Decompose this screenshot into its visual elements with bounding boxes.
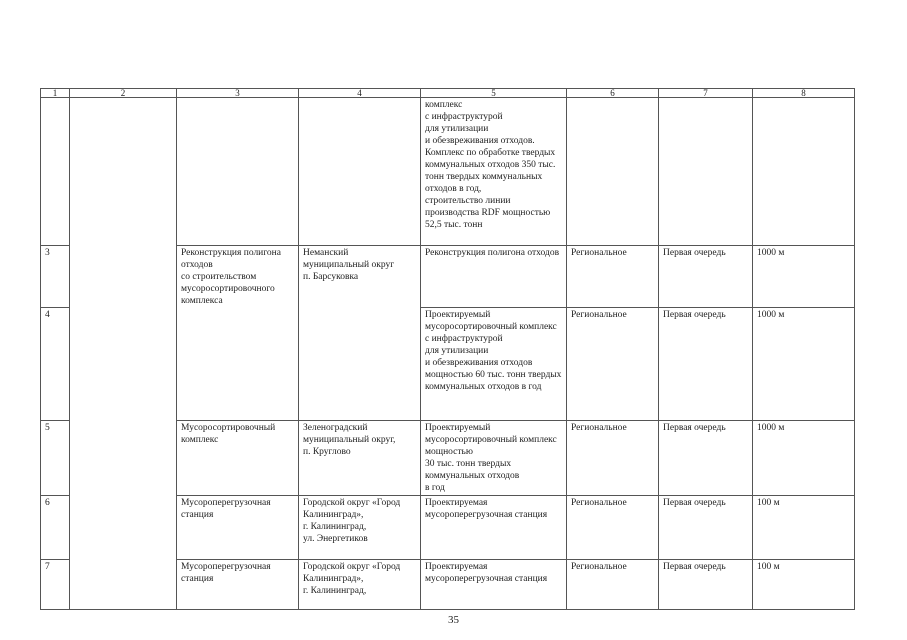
header-cell: 1 (41, 89, 70, 98)
object-location (299, 98, 421, 246)
object-description: Проектируемая мусороперегрузочная станция (421, 496, 567, 560)
row-number: 5 (41, 421, 70, 496)
object-stage: Первая очередь (659, 308, 753, 421)
header-row (41, 89, 855, 98)
object-zone: 100 м (753, 560, 855, 610)
header-cell: 5 (421, 89, 567, 98)
object-location: Городской округ «Город Калининград», г. Калининград, ул. Энергетиков (299, 496, 421, 560)
object-significance: Региональное (567, 308, 659, 421)
object-name: Мусороперегрузочная станция (177, 496, 299, 560)
object-significance: Региональное (567, 560, 659, 610)
object-zone: 1000 м (753, 421, 855, 496)
header-cell: 4 (299, 89, 421, 98)
header-cell: 8 (753, 89, 855, 98)
header-cell: 6 (567, 89, 659, 98)
object-stage: Первая очередь (659, 560, 753, 610)
row-number: 7 (41, 560, 70, 610)
page-number: 35 (448, 614, 459, 626)
object-description: Проектируемый мусоросортировочный комплекс мощностью 30 тыс. тонн твердых коммунальных отходов в год (421, 421, 567, 496)
table-row (41, 98, 855, 246)
object-zone: 1000 м (753, 308, 855, 421)
object-name: Мусороперегрузочная станция (177, 560, 299, 610)
object-stage (659, 98, 753, 246)
object-zone: 1000 м (753, 246, 855, 308)
object-location: Городской округ «Город Калининград», г. Калининград, (299, 560, 421, 610)
row-number: 6 (41, 496, 70, 560)
row-number: 4 (41, 308, 70, 421)
header-cell: 3 (177, 89, 299, 98)
object-description: Реконструкция полигона отходов (421, 246, 567, 308)
object-location: Зеленоградский муниципальный округ, п. Круглово (299, 421, 421, 496)
object-description: комплекс с инфраструктурой для утилизации и обезвреживания отходов. Комплекс по обработке твердых коммунальных отходов 350 тыс. тонн твердых коммунальных отходов в год, строительство линии производства RDF мощностью 52,5 тыс. тонн (421, 98, 567, 246)
cell-col2 (70, 98, 177, 610)
object-description: Проектируемый мусоросортировочный комплекс с инфраструктурой для утилизации и обезвреживания отходов мощностью 60 тыс. тонн твердых коммунальных отходов в год (421, 308, 567, 421)
object-description: Проектируемая мусороперегрузочная станция (421, 560, 567, 610)
object-name: Реконструкция полигона отходов со строительством мусоросортировочного комплекса (177, 246, 299, 421)
object-zone: 100 м (753, 496, 855, 560)
object-location: Неманский муниципальный округ п. Барсуковка (299, 246, 421, 421)
object-name: Мусоросортировочный комплекс (177, 421, 299, 496)
objects-table (40, 88, 855, 610)
object-significance (567, 98, 659, 246)
header-cell: 2 (70, 89, 177, 98)
object-zone (753, 98, 855, 246)
object-stage: Первая очередь (659, 496, 753, 560)
row-number: 3 (41, 246, 70, 308)
header-cell: 7 (659, 89, 753, 98)
object-significance: Региональное (567, 421, 659, 496)
object-stage: Первая очередь (659, 246, 753, 308)
object-significance: Региональное (567, 496, 659, 560)
object-stage: Первая очередь (659, 421, 753, 496)
object-name (177, 98, 299, 246)
row-number (41, 98, 70, 246)
object-significance: Региональное (567, 246, 659, 308)
